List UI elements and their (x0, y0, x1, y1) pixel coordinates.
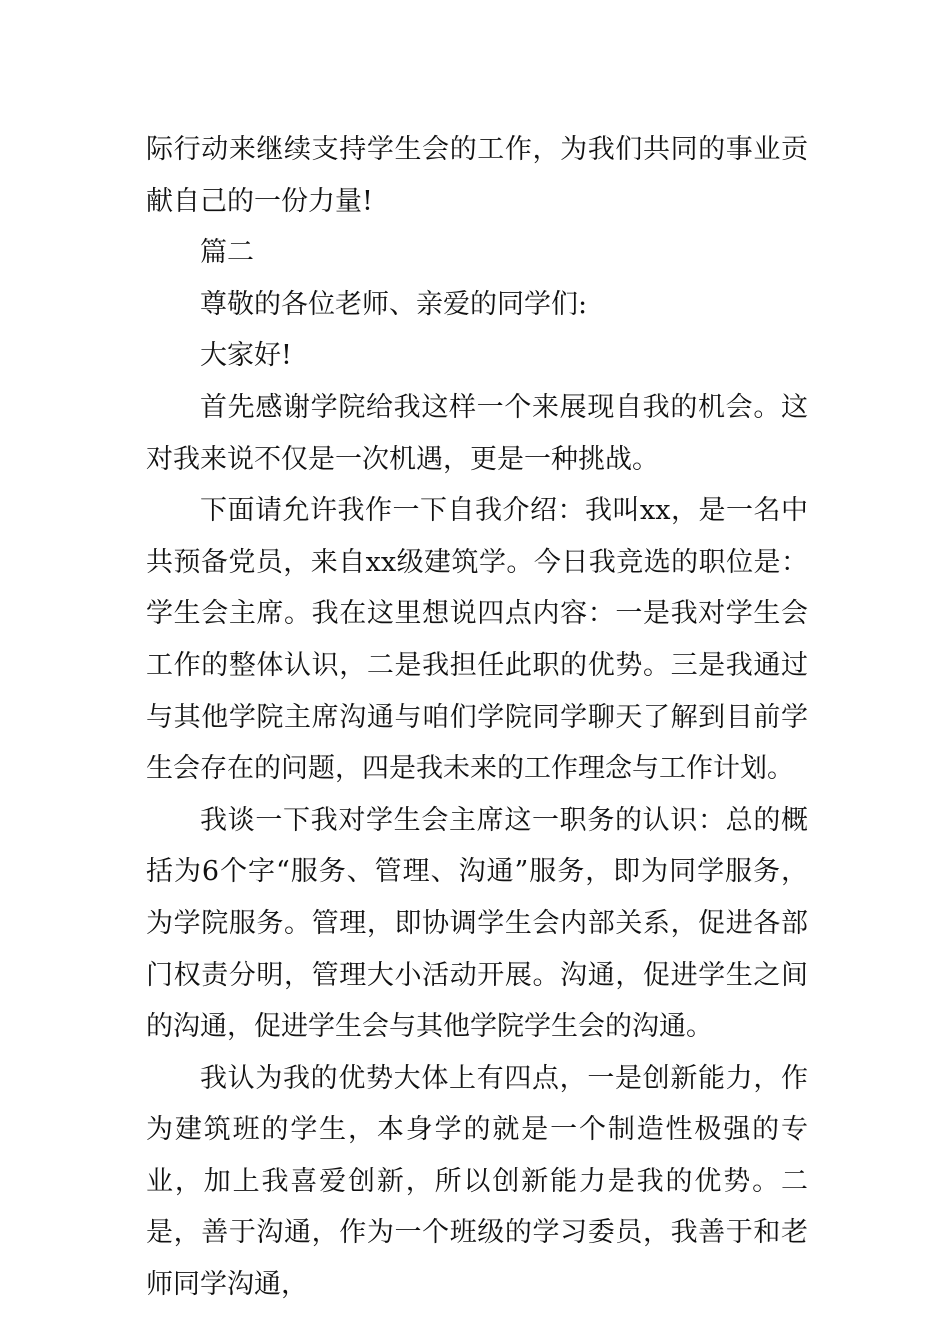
paragraph: 首先感谢学院给我这样一个来展现自我的机会。这对我来说不仅是一次机遇，更是一种挑战。 (146, 391, 808, 475)
section-heading: 篇二 (200, 237, 254, 269)
paragraph-continuation: 际行动来继续支持学生会的工作，为我们共同的事业贡献自己的一份力量! (146, 134, 808, 217)
paragraph: 下面请允许我作一下自我介绍：我叫xx，是一名中共预备党员，来自xx级建筑学。今日我竞选的职位是：学生会主席。我在这里想说四点内容：一是我对学生会工作的整体认识，二是我担任此职的优势。三是我通过与其他学院主席沟通与咱们学院同学聊天了解到目前学生会存在的问题，四是我未来的工作理念与工作计划。 (146, 495, 808, 785)
document-body (146, 124, 808, 1311)
salutation: 尊敬的各位老师、亲爱的同学们: (200, 288, 588, 320)
greeting: 大家好! (200, 340, 292, 372)
paragraph: 我认为我的优势大体上有四点，一是创新能力，作为建筑班的学生，本身学的就是一个制造性极强的专业，加上我喜爱创新，所以创新能力是我的优势。二是，善于沟通，作为一个班级的学习委员，我善于和老师同学沟通， (146, 1062, 808, 1301)
paragraph: 我谈一下我对学生会主席这一职务的认识：总的概括为6个字“服务、管理、沟通”服务，即为同学服务，为学院服务。管理，即协调学生会内部关系，促进各部门权责分明，管理大小活动开展。沟通，促进学生之间的沟通，促进学生会与其他学院学生会的沟通。 (146, 804, 808, 1043)
